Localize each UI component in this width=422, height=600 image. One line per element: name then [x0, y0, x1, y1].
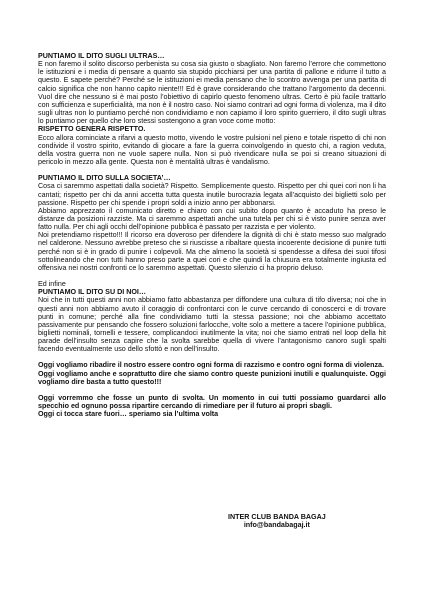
section-body-ultras-2: Ecco allora cominciate a rifarvi a questo motto, vivendo le vostre pulsioni nel pieno e totale rispetto di chi non condivide il vostro spirito, evitando di giocare a fare la guerra coinvolgendo in questo chi, a ragion veduta, della vostra guerra non ne vuole sapere nulla. Non si può rivendicare nulla se poi si creano situazioni di pericolo in mezzo alla gente. Questa non è mentalità ultras è vandalismo. [38, 133, 386, 167]
section-heading-societa: PUNTIAMO IL DITO SULLA SOCIETA’… [38, 174, 171, 183]
section-body-societa-3: Noi pretendiamo rispetto!!! Il ricorso era doveroso per difendere la dignità di chi è stato messo suo malgrado nel calderone. Nessuno avrebbe preteso che si riuscisse a ribaltare questa incoerente decisione di punire tutti perché non si è in grado di punire i colpevoli. Ma che almeno la società si spendesse a difesa dei suoi tifosi sottolineando che non tutti hanno preso parte a quei cori e che quindi la chiusura era totalmente ingiusta ed offensiva nei nostri confronti ce lo saremmo aspettati. Questo silenzio ci ha proprio deluso. [38, 231, 386, 272]
motto: RISPETTO GENERA RISPETTO. [38, 125, 146, 134]
section-body-societa: Cosa ci saremmo aspettati dalla società? Rispetto. Semplicemente questo. Rispetto per chi quei cori non li ha cantati; rispetto per chi da anni accetta tutta questa inutile burocrazia legata all’acquisto dei biglietti solo per passione. Rispetto per chi spende i propri soldi a inizio anno per abbonarsi. [38, 182, 386, 207]
signature-block [228, 513, 326, 529]
section-body-noi: Noi che in tutti questi anni non abbiamo fatto abbastanza per diffondere una cultura di tifo diversa; noi che in questi anni non abbiamo avuto il coraggio di confrontarci con le curve cercando di conoscerci e di trovare punti in comune; perché alla fine condividiamo tutti la stessa passione; noi che abbiamo accettato passivamente pur pensando che fossero soluzioni farlocche, volte solo a mettere a tacere l’opinione pubblica, biglietti nominali, tornelli e tessere, complicandoci inutilmente la vita; noi che siamo entrati nel loop della hit parade dell’insulto senza capire che la svolta sarebbe quella di vivere l’antagonismo canoro sugli spalti facendo eventualmente uso dello sfottò e non dell’insulto. [38, 296, 386, 354]
section-heading-ultras: PUNTIAMO IL DITO SUGLI ULTRAS… [38, 52, 165, 60]
section-intro: Ed infine [38, 280, 66, 289]
club-name: INTER CLUB BANDA BAGAJ [228, 513, 326, 521]
closing-paragraph-2: Oggi vogliamo anche e soprattutto dire che siamo contro queste punizioni inutili e qualunquiste. Oggi vogliamo dire basta a tutto questo!!! [38, 369, 386, 386]
closing-paragraph-1: Oggi vogliamo ribadire il nostro essere contro ogni forma di razzismo e contro ogni forma di violenza. [38, 361, 384, 370]
closing-paragraph-3: Oggi vorremmo che fosse un punto di svolta. Un momento in cui tutti possiamo guardarci allo specchio ed ognuno possa ripartire cercando di rimediare per il futuro ai propri sbagli. [38, 393, 386, 411]
club-email: info@bandabagaj.it [243, 521, 310, 530]
section-body-ultras: E non faremo il solito discorso perbenista su cosa sia giusto o sbagliato. Non faremo l’errore che commettono le istituzioni e i media di pensare a quanto sia stupido picchiarsi per una partita di pallone e ridurre il tutto a questo. E sapete perché? Perché se le istituzioni ei media pensano che lo scontro avvenga per una partita di calcio significa che non hanno capito niente!!! Ed è grave considerando che trattano l’argomento da decenni. Vuol dire che nessuno si è mai posto l’obiettivo di capirlo questo fenomeno ultras. Certo è più facile trattarlo con sufficienza e superficialità, ma non è il nostro caso. Noi siamo contrari ad ogni forma di violenza, ma il dito sugli ultras non lo puntiamo perché non condividiamo e non capiamo il loro spirito guerriero, il dito sugli ultras lo puntiamo per quello che loro stessi sostengono a gran voce come motto: [38, 60, 386, 126]
section-body-societa-2: Abbiamo apprezzato il comunicato diretto e chiaro con cui subito dopo quanto è accaduto ha preso le distanze da posizioni razziste. Ma ci saremmo aspettati anche una tutela per chi si è visto punire senza aver fatto nulla. Per chi agli occhi dell’opinione pubblica è passato per razzista e per violento. [38, 206, 386, 232]
closing-paragraph-4: Oggi ci tocca stare fuori… speriamo sia l’ultima volta [38, 410, 219, 419]
section-heading-noi: PUNTIAMO IL DITO SU DI NOI… [38, 288, 147, 297]
